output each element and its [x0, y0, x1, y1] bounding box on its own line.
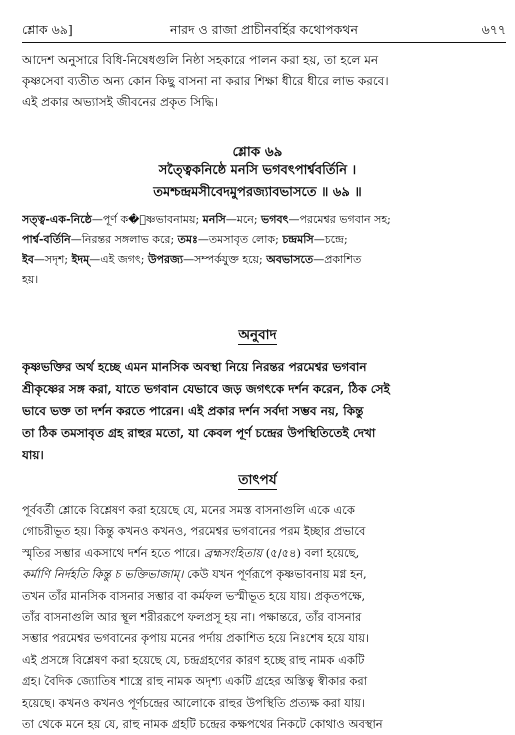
purport-line [22, 671, 506, 692]
page-number: ৬৭৭ [481, 22, 506, 37]
text-run: —এই জগৎ; [89, 253, 148, 266]
term: তমঃ [177, 233, 198, 246]
text-run: —সদৃশ; [33, 253, 72, 266]
text-run: সম্ভার পরমেশ্বর ভগবানের কৃপায় মনের পর্দায় প্রকাশিত হয়ে নিঃশেষ হয়ে যায়। [22, 631, 370, 646]
translation-line: ভাবে ভক্ত তা দর্শন করতে পারেন। এই প্রকার দর্শন সর্বদা সম্ভব নয়, কিন্তু [22, 404, 364, 418]
term: ইব [22, 253, 34, 266]
verse-label: শ্লোক ৬৯ [232, 144, 283, 160]
term: সত্ত্ব-এক-নিষ্ঠে [22, 213, 92, 226]
header-rule [22, 42, 506, 43]
translation-heading-text: অনুবাদ [238, 327, 277, 343]
text-run: —মনে; [225, 213, 262, 226]
text-run: —পূর্ণ ক�ৃষ্ণভাবনাময়; [91, 213, 203, 226]
synonym-line [22, 210, 506, 230]
text-run: —চন্দ্রে; [313, 233, 348, 246]
purport-line [22, 500, 506, 521]
verse-line: সত্ত্বৈকনিষ্ঠে মনসি ভগবৎপার্শ্ববর্তিনি । [158, 163, 357, 178]
translation-line: যায়। [22, 448, 44, 462]
purport-line [22, 543, 506, 564]
text-run: (৫/৫৪) বলা হয়েছে, [262, 545, 360, 560]
term: ইদম্ [71, 253, 90, 266]
purport-line [22, 521, 506, 542]
term: অবভাসতে [266, 253, 314, 266]
text-run: গোচরীভূত হয়। কিন্তু কখনও কখনও, পরমেশ্বর ভগবানের পরম ইচ্ছার প্রভাবে [22, 524, 366, 539]
purport-line [22, 628, 506, 649]
text-run: এই প্রসঙ্গে বিশ্লেষণ করা হয়েছে যে, চন্দ্রগ্রহণের কারণ হচ্ছে রাহু নামক একটি [22, 652, 365, 667]
purport-line [22, 607, 506, 628]
translation-line: তা ঠিক তমসাবৃত গ্রহ রাহুর মতো, যা কেবল পূর্ণ চন্দ্রের উপস্থিতিতেই দেখা [22, 426, 376, 440]
header-verse-ref: শ্লোক ৬৯] [22, 22, 73, 37]
text-run: কেউ যখন পূর্ণরূপে কৃষ্ণভাবনায় মগ্ন হন, [183, 567, 367, 582]
term: উপরজ্য [147, 253, 184, 266]
synonym-line [22, 230, 506, 250]
term: ভগবৎ [261, 213, 289, 226]
text-run: তখন তাঁর মানসিক বাসনার সম্ভার বা কর্মফল ভস্মীভূত হয়ে যায়। প্রকৃতপক্ষে, [22, 588, 366, 603]
purport-line [22, 650, 506, 671]
text-run: —পরমেশ্বর ভগবান সহ; [288, 213, 391, 226]
intro-line: এই প্রকার অভ্যাসই জীবনের প্রকৃত সিদ্ধি। [22, 95, 219, 109]
translation-heading [0, 324, 515, 347]
intro-line: আদেশ অনুসারে বিধি-নিষেধগুলি নিষ্ঠা সহকারে পালন করা হয়, তা হলে মন [22, 53, 379, 67]
header-chapter-title: নারদ ও রাজা প্রাচীনবর্হির কথোপকথন [170, 22, 358, 37]
purport-line [22, 564, 506, 585]
text-run: —প্রকাশিত [313, 253, 362, 266]
purport-heading [0, 469, 515, 492]
purport-heading-text: তাৎপর্য [238, 472, 277, 488]
purport-line [22, 714, 506, 735]
synonym-line [22, 270, 506, 290]
synonyms-block [22, 210, 506, 290]
purport-line [22, 693, 506, 714]
term: পার্শ্ব-বর্তিনি [22, 233, 71, 246]
text-run: —সম্পর্কযুক্ত হয়ে; [183, 253, 267, 266]
intro-line: কৃষ্ণসেবা ব্যতীত অন্য কোন কিছু বাসনা না করার শিক্ষা ধীরে ধীরে লাভ করবে। [22, 74, 389, 88]
term: চন্দ্রমসি [282, 233, 314, 246]
text-run: তাঁর বাসনাগুলি আর স্থূল শরীররূপে ফলপ্রসূ হয় না। পক্ষান্তরে, তাঁর বাসনার [22, 610, 362, 625]
text-run: গ্রহ। বৈদিক জ্যোতিষ শাস্ত্রে রাহু নামক অদৃশ্য একটি গ্রহের অস্তিত্ব স্বীকার করা [22, 674, 368, 689]
intro-paragraph [22, 50, 506, 113]
synonym-line [22, 250, 506, 270]
text-run: —নিরন্তর সঙ্গলাভ করে; [70, 233, 178, 246]
translation-block [22, 356, 506, 466]
translation-line: কৃষ্ণভক্তির অর্থ হচ্ছে এমন মানসিক অবস্থা নিয়ে নিরন্তর পরমেশ্বর ভগবান [22, 360, 367, 374]
running-header [22, 20, 506, 40]
quoted-text: ব্রহ্মসংহিতায় [203, 545, 263, 560]
text-run: তা থেকে মনে হয় যে, রাহু নামক গ্রহটি চন্দ্রের কক্ষপথের নিকটে কোথাও অবস্থান [22, 717, 383, 732]
purport-line [22, 586, 506, 607]
text-run: স্মৃতির সম্ভার একসাথে দর্শন হতে পারে। [22, 545, 204, 560]
text-run: হয়। [22, 273, 39, 286]
text-run: —তমসাবৃত লোক; [197, 233, 283, 246]
text-run: পূর্ববর্তী শ্লোকে বিশ্লেষণ করা হয়েছে যে, মনের সমস্ত বাসনাগুলি একে একে [22, 503, 355, 517]
purport-block [22, 500, 506, 735]
term: মনসি [202, 213, 226, 226]
text-run: হয়েছে। কখনও কখনও পূর্ণচন্দ্রের আলোকে রাহুর উপস্থিতি প্রত্যক্ষ করা যায়। [22, 695, 366, 710]
quoted-text: কর্মাণি নির্দহতি কিন্তু চ ভক্তিভাজাম্। [22, 567, 184, 582]
verse-line: তমশ্চন্দ্রমসীবেদমুপরজ্যাবভাসতে ॥ ৬৯ ॥ [153, 185, 362, 200]
translation-line: শ্রীকৃষ্ণের সঙ্গ করা, যাতে ভগবান যেভাবে জড় জগৎকে দর্শন করেন, ঠিক সেই [22, 382, 390, 396]
